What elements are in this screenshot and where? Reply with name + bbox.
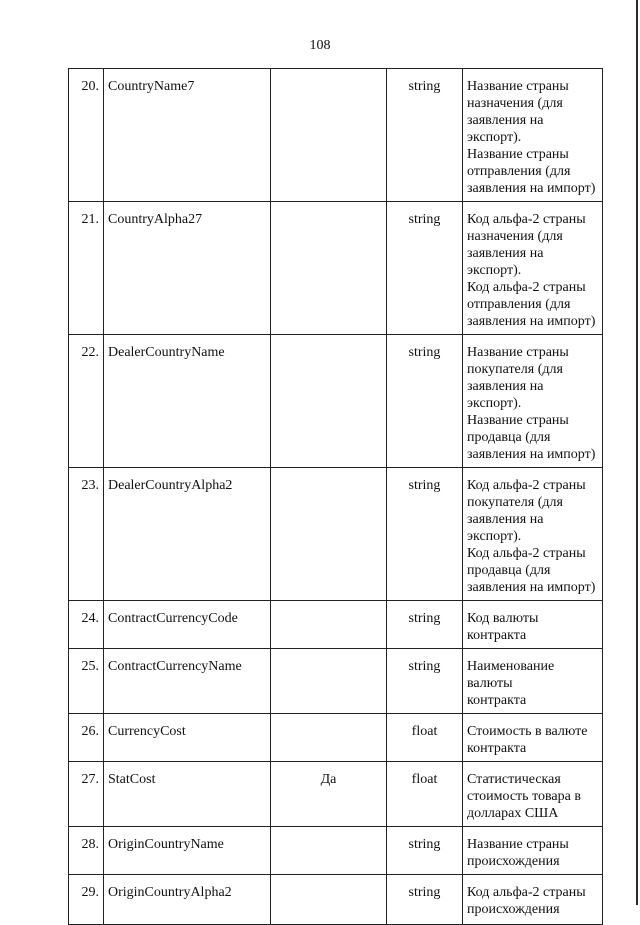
table-row bbox=[69, 875, 603, 925]
required-flag bbox=[271, 69, 387, 202]
required-flag bbox=[271, 202, 387, 335]
table-row bbox=[69, 827, 603, 875]
field-type: string bbox=[387, 875, 463, 925]
page-edge bbox=[636, 0, 638, 905]
row-number: 20. bbox=[69, 69, 104, 202]
required-flag: Да bbox=[271, 762, 387, 827]
field-name: CountryAlpha27 bbox=[104, 202, 271, 335]
field-description: Стоимость в валюте контракта bbox=[463, 714, 603, 762]
row-number: 28. bbox=[69, 827, 104, 875]
required-flag bbox=[271, 601, 387, 649]
field-type: string bbox=[387, 827, 463, 875]
field-spec-table bbox=[68, 68, 603, 925]
field-name: DealerCountryAlpha2 bbox=[104, 468, 271, 601]
field-name: StatCost bbox=[104, 762, 271, 827]
field-type: string bbox=[387, 202, 463, 335]
field-description: Статистическая стоимость товара в долларах США bbox=[463, 762, 603, 827]
table-row bbox=[69, 468, 603, 601]
row-number: 25. bbox=[69, 649, 104, 714]
required-flag bbox=[271, 468, 387, 601]
table-row bbox=[69, 649, 603, 714]
row-number: 29. bbox=[69, 875, 104, 925]
page-number: 108 bbox=[309, 38, 331, 53]
field-description: Код альфа-2 страны назначения (для заявления на экспорт). Код альфа-2 страны отправления (для заявления на импорт) bbox=[463, 202, 603, 335]
field-description: Название страны происхождения bbox=[463, 827, 603, 875]
field-description: Код валюты контракта bbox=[463, 601, 603, 649]
field-type: string bbox=[387, 335, 463, 468]
field-type: string bbox=[387, 69, 463, 202]
row-number: 21. bbox=[69, 202, 104, 335]
field-name: CurrencyCost bbox=[104, 714, 271, 762]
field-description: Код альфа-2 страны покупателя (для заявления на экспорт). Код альфа-2 страны продавца (для заявления на импорт) bbox=[463, 468, 603, 601]
field-name: CountryName7 bbox=[104, 69, 271, 202]
field-description: Наименование валюты контракта bbox=[463, 649, 603, 714]
field-name: OriginCountryName bbox=[104, 827, 271, 875]
table-row bbox=[69, 202, 603, 335]
field-name: DealerCountryName bbox=[104, 335, 271, 468]
table-row bbox=[69, 601, 603, 649]
field-description: Код альфа-2 страны происхождения bbox=[463, 875, 603, 925]
row-number: 24. bbox=[69, 601, 104, 649]
row-number: 23. bbox=[69, 468, 104, 601]
table-row bbox=[69, 335, 603, 468]
table-row bbox=[69, 762, 603, 827]
field-description: Название страны назначения (для заявления на экспорт). Название страны отправления (для заявления на импорт) bbox=[463, 69, 603, 202]
field-description: Название страны покупателя (для заявления на экспорт). Название страны продавца (для заявления на импорт) bbox=[463, 335, 603, 468]
row-number: 27. bbox=[69, 762, 104, 827]
field-name: ContractCurrencyName bbox=[104, 649, 271, 714]
field-type: float bbox=[387, 714, 463, 762]
required-flag bbox=[271, 335, 387, 468]
row-number: 26. bbox=[69, 714, 104, 762]
table-row bbox=[69, 69, 603, 202]
field-type: string bbox=[387, 649, 463, 714]
field-type: string bbox=[387, 601, 463, 649]
required-flag bbox=[271, 875, 387, 925]
required-flag bbox=[271, 649, 387, 714]
required-flag bbox=[271, 714, 387, 762]
field-name: OriginCountryAlpha2 bbox=[104, 875, 271, 925]
table-row bbox=[69, 714, 603, 762]
field-type: float bbox=[387, 762, 463, 827]
required-flag bbox=[271, 827, 387, 875]
field-type: string bbox=[387, 468, 463, 601]
field-name: ContractCurrencyCode bbox=[104, 601, 271, 649]
row-number: 22. bbox=[69, 335, 104, 468]
